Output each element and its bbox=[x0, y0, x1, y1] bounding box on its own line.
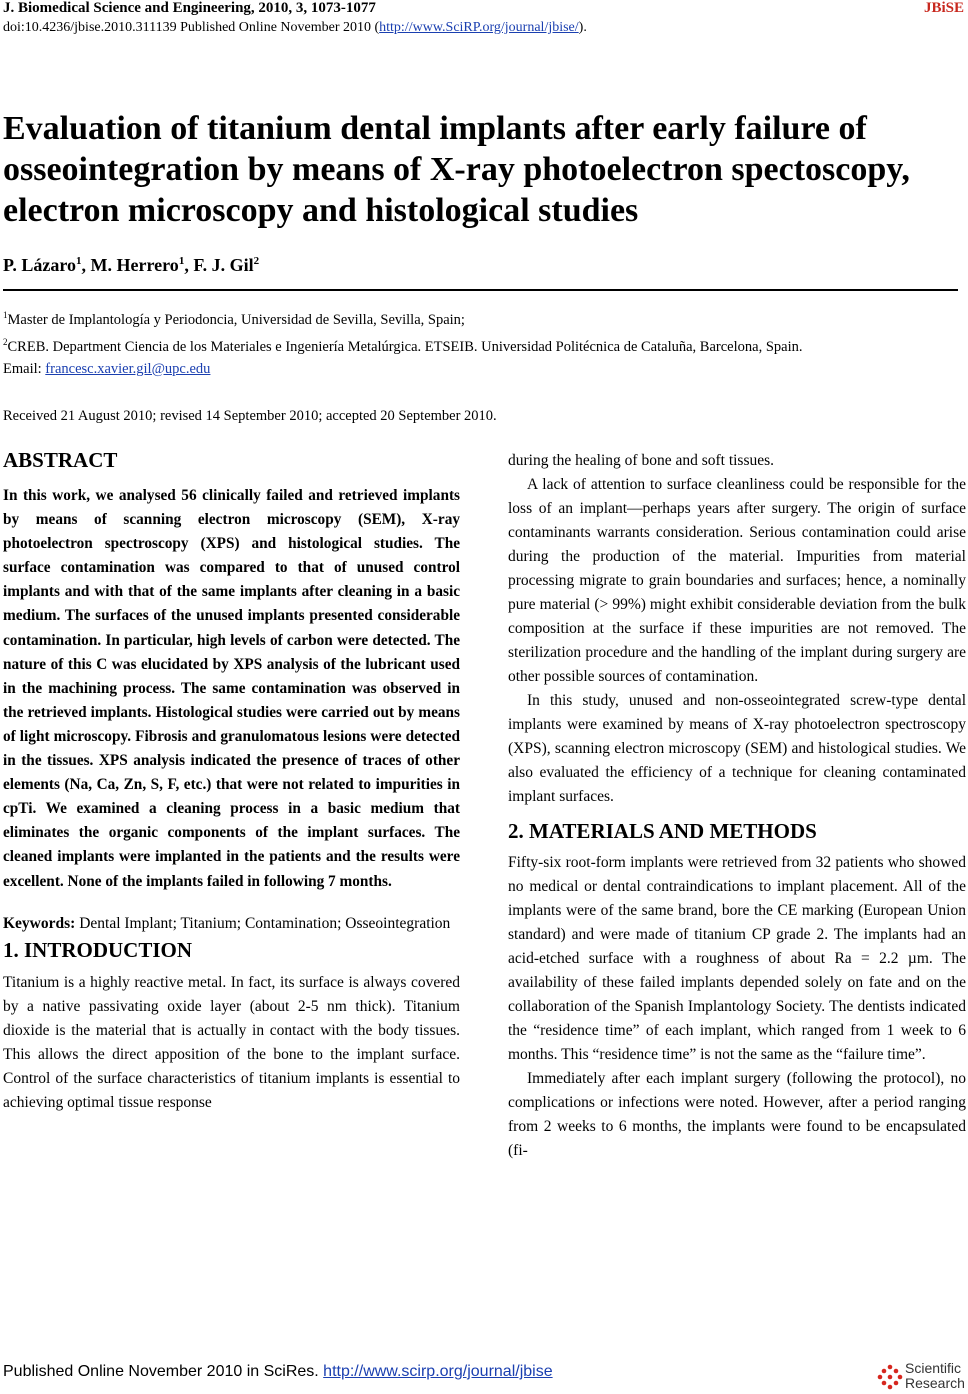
author-affil-sup: 1 bbox=[178, 255, 185, 267]
doi-text: doi:10.4236/jbise.2010.311139 Published Online November 2010 ( bbox=[3, 20, 380, 35]
paper-title: Evaluation of titanium dental implants after early failure of osseointegration by means of X-ray photoelectron spectoscopy, electron microscopy and histological studies bbox=[3, 110, 910, 229]
right-column bbox=[508, 449, 966, 1163]
journal-header: J. Biomedical Science and Engineering, 2010, 3, 1073-1077 bbox=[3, 0, 376, 16]
author-name: F. J. Gil bbox=[193, 255, 254, 275]
logo-line-1: Scientific bbox=[905, 1360, 962, 1376]
author-name: P. Lázaro bbox=[3, 255, 77, 275]
journal-code: JBiSE bbox=[923, 0, 964, 16]
abstract-heading: ABSTRACT bbox=[3, 448, 118, 472]
author-sep: , bbox=[81, 255, 91, 275]
introduction-heading: 1. INTRODUCTION bbox=[3, 937, 193, 962]
author-affil-sup: 1 bbox=[76, 255, 82, 267]
affiliation-text: CREB. Department Ciencia de los Materiales e Ingeniería Metalúrgica. ETSEIB. Universidad Politécnica de Cataluña, Barcelona, Spain. bbox=[7, 338, 803, 355]
keywords-text: Dental Implant; Titanium; Contamination; Osseointegration bbox=[75, 914, 451, 932]
methods-paragraph-2: Immediately after each implant surgery (following the protocol), no complications or infections were noted. However, after a period ranging from 2 weeks to 6 months, the implants were found to be encapsulated (fi- bbox=[508, 1070, 966, 1159]
footer-text: Published Online November 2010 in SciRes. bbox=[3, 1363, 324, 1380]
author-sep: , bbox=[184, 255, 194, 275]
logo-wordmark bbox=[905, 1361, 965, 1391]
author-list bbox=[3, 255, 259, 276]
keywords bbox=[3, 912, 460, 936]
email-link[interactable]: francesc.xavier.gil@upc.edu bbox=[45, 360, 211, 377]
email-line bbox=[3, 358, 965, 380]
left-column bbox=[3, 446, 460, 1115]
author-name: M. Herrero bbox=[90, 255, 179, 275]
title-divider bbox=[3, 289, 958, 291]
abstract-text: In this work, we analysed 56 clinically failed and retrieved implants by means of scanning electron microscopy (SEM), X-ray photoelectron spectroscopy (XPS) and histological studies. The surface contamination was compared to that of unused control implants and with that of the same implants after cleaning in a basic medium. The surfaces of the unused implants presented considerable contamination. In particular, high levels of carbon were detected. The nature of this C was elucidated by XPS analysis of the lubricant used in the machining process. The same contamination was observed in the retrieved implants. Histological studies were carried out by means of light microscopy. Fibrosis and granulomatous lesions were detected in the tissues. XPS analysis indicated the presence of traces of other elements (Na, Ca, Zn, S, F, etc.) that were not related to impurities in cpTi. We examined a cleaning process in a basic medium that eliminates the organic components of the implant surfaces. The cleaned implants were implanted in the patients and the results were excellent. None of the implants failed in following 7 months. bbox=[3, 487, 460, 890]
footer-published bbox=[3, 1363, 553, 1381]
logo-line-2: Research bbox=[905, 1375, 965, 1391]
affiliation-1 bbox=[3, 304, 965, 331]
email-label: Email: bbox=[3, 360, 46, 377]
doi-link[interactable]: http://www.SciRP.org/journal/jbise/ bbox=[379, 20, 579, 35]
methods-paragraph-1: Fifty-six root-form implants were retrieved from 32 patients who showed no medical or dental contraindications to implant placement. All of the implants were of the same brand, bore the CE marking (European Union standard) and were made of titanium CP grade 2. The implants had an acid-etched surface with a roughness of about Ra = 2.2 µm. The availability of these failed implants depended solely on fate and on the collaboration of the Spanish Implantology Society. The dentists indicated the “residence time” of each implant, which ranged from 1 week to 6 months. This “residence time” is not the same as the “failure time”. bbox=[508, 854, 966, 1063]
affiliations bbox=[3, 304, 965, 380]
author-affil-sup: 2 bbox=[253, 255, 260, 267]
doi-suffix: ). bbox=[578, 20, 587, 35]
scientific-research-logo bbox=[877, 1360, 967, 1394]
intro-paragraph-3: In this study, unused and non-osseointegrated screw-type dental implants were examined by means of X-ray photoelectron spectroscopy (XPS), scanning electron microscopy (SEM) and histological studies. We also evaluated the efficiency of a technique for cleaning contaminated implant surfaces. bbox=[508, 692, 966, 805]
footer-link[interactable]: http://www.scirp.org/journal/jbise bbox=[323, 1363, 553, 1380]
keywords-label: Keywords: bbox=[3, 914, 76, 932]
received-dates: Received 21 August 2010; revised 14 September 2010; accepted 20 September 2010. bbox=[3, 408, 497, 424]
affiliation-sup: 2 bbox=[3, 336, 8, 347]
affiliation-sup: 1 bbox=[3, 310, 8, 320]
intro-paragraph-2: A lack of attention to surface cleanliness could be responsible for the loss of an implant—perhaps years after surgery. The origin of surface contaminants warrants consideration. Serious contamination could arise during the production of the material. Impurities from material processing migrate to grain boundaries and surfaces; hence, a nominally pure material (> 99%) might exhibit considerable deviation from the bulk composition at the surface if these impurities are not removed. The sterilization procedure and the handling of the implant during surgery are other possible sources of contamination. bbox=[508, 476, 966, 685]
sciresearch-logo-icon bbox=[877, 1364, 903, 1390]
intro-paragraph-1-continued: during the healing of bone and soft tissues. bbox=[508, 452, 775, 469]
doi-line bbox=[3, 20, 587, 36]
intro-paragraph-1: Titanium is a highly reactive metal. In fact, its surface is always covered by a native passivating oxide layer (about 2-5 nm thick). Titanium dioxide is the material that is actually in contact with the body tissues. This allows the direct apposition of the bone to the implant surface. Control of the surface characteristics of titanium implants is essential to achieving optimal tissue response bbox=[3, 973, 460, 1111]
methods-heading: 2. MATERIALS AND METHODS bbox=[508, 819, 817, 843]
affiliation-text: Master de Implantología y Periodoncia, Universidad de Sevilla, Sevilla, Spain; bbox=[7, 311, 465, 328]
affiliation-2 bbox=[3, 331, 965, 358]
